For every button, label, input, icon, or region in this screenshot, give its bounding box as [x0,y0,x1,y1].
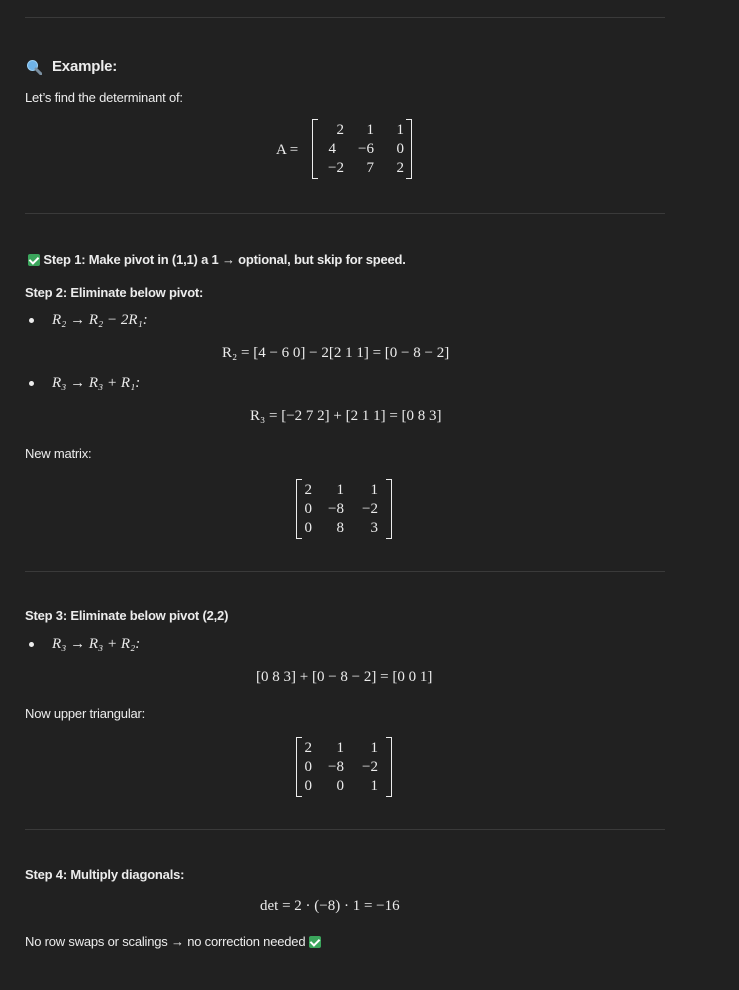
matrix-cell: 7 [366,160,374,176]
step4-title: Step 4: Multiply diagonals: [25,867,185,882]
matrix-cell: 0 [396,141,404,157]
bullet [29,381,34,386]
step1-line [28,252,406,267]
matrix-cell: −8 [328,759,344,775]
step1-text: Step 1: Make pivot in (1,1) a 1 → optional, but skip for speed. [43,252,406,267]
divider-1 [25,213,665,214]
matrix-cell: 0 [336,778,344,794]
step2-op1: R₂ → R₂ − 2R₁: [52,312,148,328]
matrix-cell: −2 [362,759,378,775]
divider-top [25,17,665,18]
matrix-cell: 8 [336,520,344,536]
matrix-cell: 1 [366,122,374,138]
matrix-cell: 0 [304,501,312,517]
upper-matrix [296,737,392,799]
step2-eq1: R₂ = [4 − 6 0] − 2[2 1 1] = [0 − 8 − 2] [222,345,450,361]
matrix-cell: 1 [370,740,378,756]
matrix-cell: 1 [370,482,378,498]
step2-eq2: R₃ = [−2 7 2] + [2 1 1] = [0 8 3] [250,408,442,424]
example-intro: Let’s find the determinant of: [25,90,183,105]
matrix-cell: 1 [370,778,378,794]
matrix-cell: −8 [328,501,344,517]
matrix-cell: 2 [304,740,312,756]
new-matrix-label: New matrix: [25,446,92,461]
step3-op: R₃ → R₃ + R₂: [52,636,141,652]
matrix-cell: 0 [304,778,312,794]
step4-note: No row swaps or scalings → no correction needed [25,934,306,949]
matrix-cell: 1 [396,122,404,138]
matrix-cell: −2 [362,501,378,517]
matrix-a-label: A = [276,142,299,158]
check-icon [28,254,40,266]
matrix-cell: −2 [328,160,344,176]
step4-eq: det = 2 · (−8) · 1 = −16 [260,898,400,914]
magnifier-icon [26,59,42,75]
step3-title: Step 3: Eliminate below pivot (2,2) [25,608,229,623]
matrix-cell: −6 [358,141,374,157]
divider-2 [25,571,665,572]
matrix-cell: 1 [336,482,344,498]
matrix-cell: 4 [328,141,336,157]
divider-3 [25,829,665,830]
step3-eq: [0 8 3] + [0 − 8 − 2] = [0 0 1] [256,669,433,685]
new-matrix [296,479,392,541]
matrix-a [312,119,412,181]
matrix-cell: 2 [336,122,344,138]
bullet [29,318,34,323]
matrix-cell: 0 [304,759,312,775]
matrix-cell: 2 [304,482,312,498]
matrix-cell: 1 [336,740,344,756]
bullet [29,642,34,647]
example-heading: Example: [52,58,118,75]
step2-title: Step 2: Eliminate below pivot: [25,285,204,300]
upper-matrix-label: Now upper triangular: [25,706,146,721]
matrix-cell: 3 [370,520,378,536]
step4-note-line [25,934,321,949]
matrix-cell: 0 [304,520,312,536]
matrix-cell: 2 [396,160,404,176]
check-icon [309,936,321,948]
step2-op2: R₃ → R₃ + R₁: [52,375,141,391]
